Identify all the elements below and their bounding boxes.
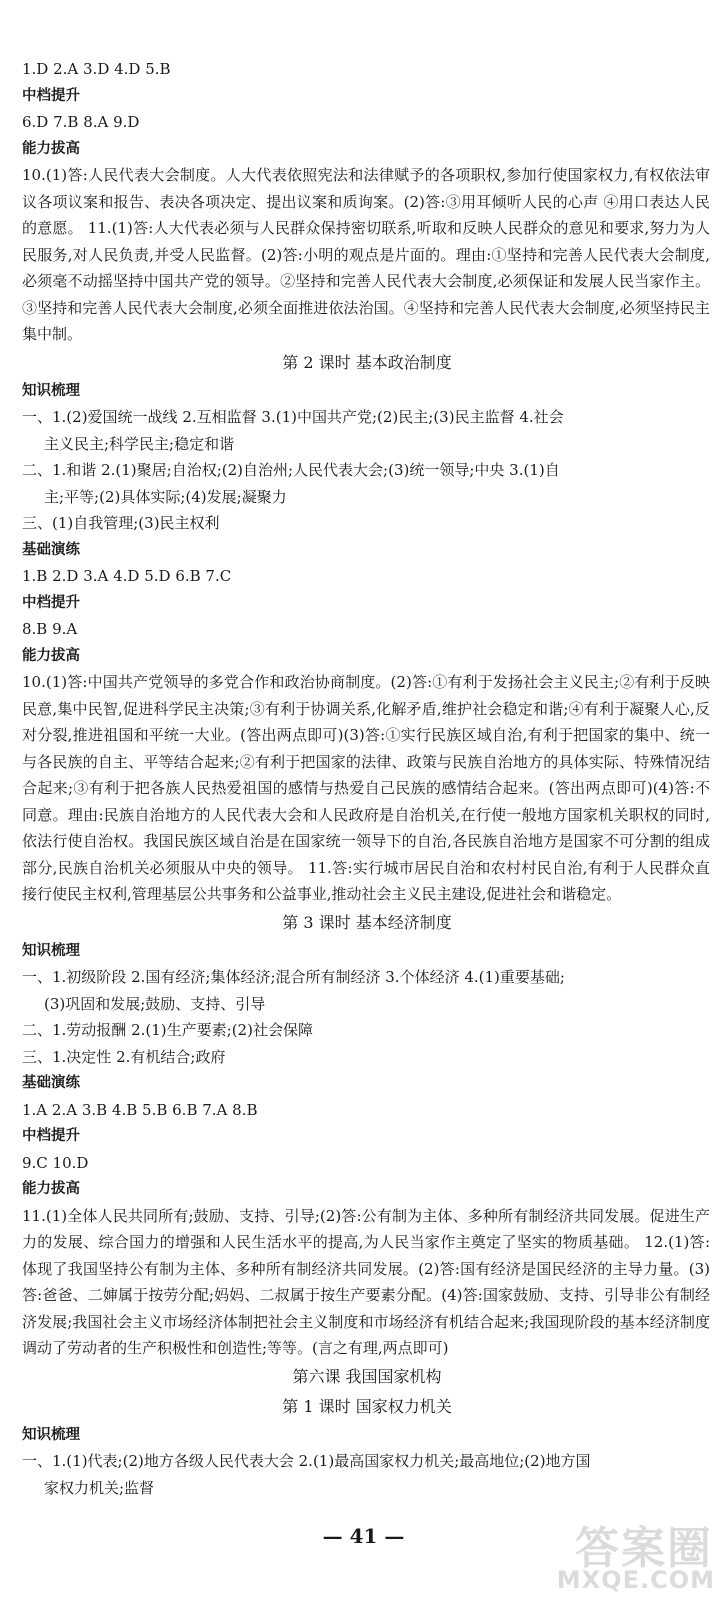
answer-page: [22, 56, 712, 1501]
lesson-title: 第 1 课时 国家权力机关: [282, 1396, 452, 1416]
section-heading: 能力拔高: [22, 647, 80, 664]
answer-line: 8.B 9.A: [22, 620, 78, 638]
section-heading: 知识梳理: [22, 1426, 80, 1443]
section-heading: 知识梳理: [22, 942, 80, 959]
answer-line: 1.B 2.D 3.A 4.D 5.D 6.B 7.C: [22, 567, 232, 585]
answer-line: 三、(1)自我管理;(3)民主权利: [22, 514, 220, 532]
answer-line: 一、1.(2)爱国统一战线 2.互相监督 3.(1)中国共产党;(2)民主;(3)民主监督 4.社会: [22, 408, 564, 426]
answer-line: 主义民主;科学民主;稳定和谐: [44, 434, 235, 453]
answer-line: 6.D 7.B 8.A 9.D: [22, 113, 140, 131]
section-heading: 能力拔高: [22, 140, 80, 157]
answer-line: 三、1.决定性 2.有机结合;政府: [22, 1047, 226, 1066]
page-number: — 41 —: [322, 1524, 405, 1548]
lesson-title: 第 2 课时 基本政治制度: [282, 352, 452, 372]
answer-line: 家权力机关;监督: [44, 1478, 155, 1497]
answer-line: 一、1.(1)代表;(2)地方各级人民代表大会 2.(1)最高国家权力机关;最高地位;(2)地方国: [22, 1452, 591, 1470]
answer-line: 主;平等;(2)具体实际;(4)发展;凝聚力: [44, 487, 287, 506]
answer-line: 1.D 2.A 3.D 4.D 5.B: [22, 60, 171, 78]
watermark-top: 答案圈: [575, 1523, 713, 1574]
answer-line: 11.(1)全体人民共同所有;鼓励、支持、引导;(2)答:公有制为主体、多种所有制经济共同发展。促进生产力的发展、综合国力的增强和人民生活水平的提高,为人民当家作主奠定了坚实的物质基础。 12.(1)答:体现了我国坚持公有制为主体、多种所有制经济共同发展。(2)答:国有经济是国民经济的主导力量。(3)答:爸爸、二婶属于按劳分配;妈妈、二叔属于按生产要素分配。(4)答:国家鼓励、支持、引导非公有制经济发展;我国社会主义市场经济体制把社会主义制度和市场经济有机结合起来;我国现阶段的基本经济制度调动了劳动者的生产积极性和创造性;等等。(言之有理,两点即可): [22, 1206, 710, 1357]
lesson-title: 第六课 我国国家机构: [292, 1366, 442, 1386]
section-heading: 基础演练: [22, 1075, 80, 1091]
answer-line: 10.(1)答:中国共产党领导的多党合作和政治协商制度。(2)答:①有利于发扬社会主义民主;②有利于反映民意,集中民智,促进科学民主决策;③有利于协调关系,化解矛盾,维护社会稳定和谐;④有利于凝聚人心,反对分裂,推进祖国和平统一大业。(答出两点即可)(3)答:①实行民族区域自治,有利于把国家的集中、统一与各民族的自主、平等结合起来;②有利于把国家的法律、政策与民族自治地方的具体实际、特殊情况结合起来;③有利于把各族人民热爱祖国的感情与热爱自己民族的感情结合起来。(答出两点即可)(4)答:不同意。理由:民族自治地方的人民代表大会和人民政府是自治机关,在行使一般地方国家机关职权的同时,依法行使自治权。我国民族区域自治是在国家统一领导下的自治,各民族自治地方是国家不可分割的组成部分,民族自治机关必须服从中央的领导。 11.答:实行城市居民自治和农村村民自治,有利于人民群众直接行使民主权利,管理基层公共事务和公益事业,推动社会主义民主建设,促进社会和谐稳定。: [22, 673, 710, 903]
section-heading: 中档提升: [22, 594, 80, 611]
watermark-logo: [521, 1506, 721, 1596]
answer-line: 1.A 2.A 3.B 4.B 5.B 6.B 7.A 8.B: [22, 1100, 258, 1119]
section-heading: 基础演练: [22, 541, 80, 558]
watermark-bottom: MXQE.COM: [556, 1566, 715, 1594]
answer-line: 9.C 10.D: [22, 1153, 89, 1172]
answer-line: 10.(1)答:人民代表大会制度。人大代表依照宪法和法律赋予的各项职权,参加行使国家权力,有权依法审议各项议案和报告、表决各项决定、提出议案和质询案。(2)答:③用耳倾听人民的心声 ④用口表达人民的意愿。 11.(1)答:人大代表必须与人民群众保持密切联系,听取和反映人民群众的意见和要求,努力为人民服务,对人民负责,并受人民监督。(2)答:小明的观点是片面的。理由:①坚持和完善人民代表大会制度,必须毫不动摇坚持中国共产党的领导。②坚持和完善人民代表大会制度,必须保证和发展人民当家作主。③坚持和完善人民代表大会制度,必须全面推进依法治国。④坚持和完善人民代表大会制度,必须坚持民主集中制。: [22, 166, 710, 343]
section-heading: 知识梳理: [22, 382, 80, 399]
answer-line: 一、1.初级阶段 2.国有经济;集体经济;混合所有制经济 3.个体经济 4.(1)重要基础;: [22, 968, 565, 986]
section-heading: 中档提升: [22, 87, 80, 104]
answer-line: (3)巩固和发展;鼓励、支持、引导: [44, 994, 266, 1013]
section-heading: 中档提升: [22, 1128, 80, 1144]
section-heading: 能力拔高: [22, 1181, 80, 1197]
lesson-title: 第 3 课时 基本经济制度: [282, 912, 452, 932]
answer-line: 二、1.和谐 2.(1)聚居;自治权;(2)自治州;人民代表大会;(3)统一领导;中央 3.(1)自: [22, 461, 560, 479]
answer-line: 二、1.劳动报酬 2.(1)生产要素;(2)社会保障: [22, 1021, 313, 1039]
